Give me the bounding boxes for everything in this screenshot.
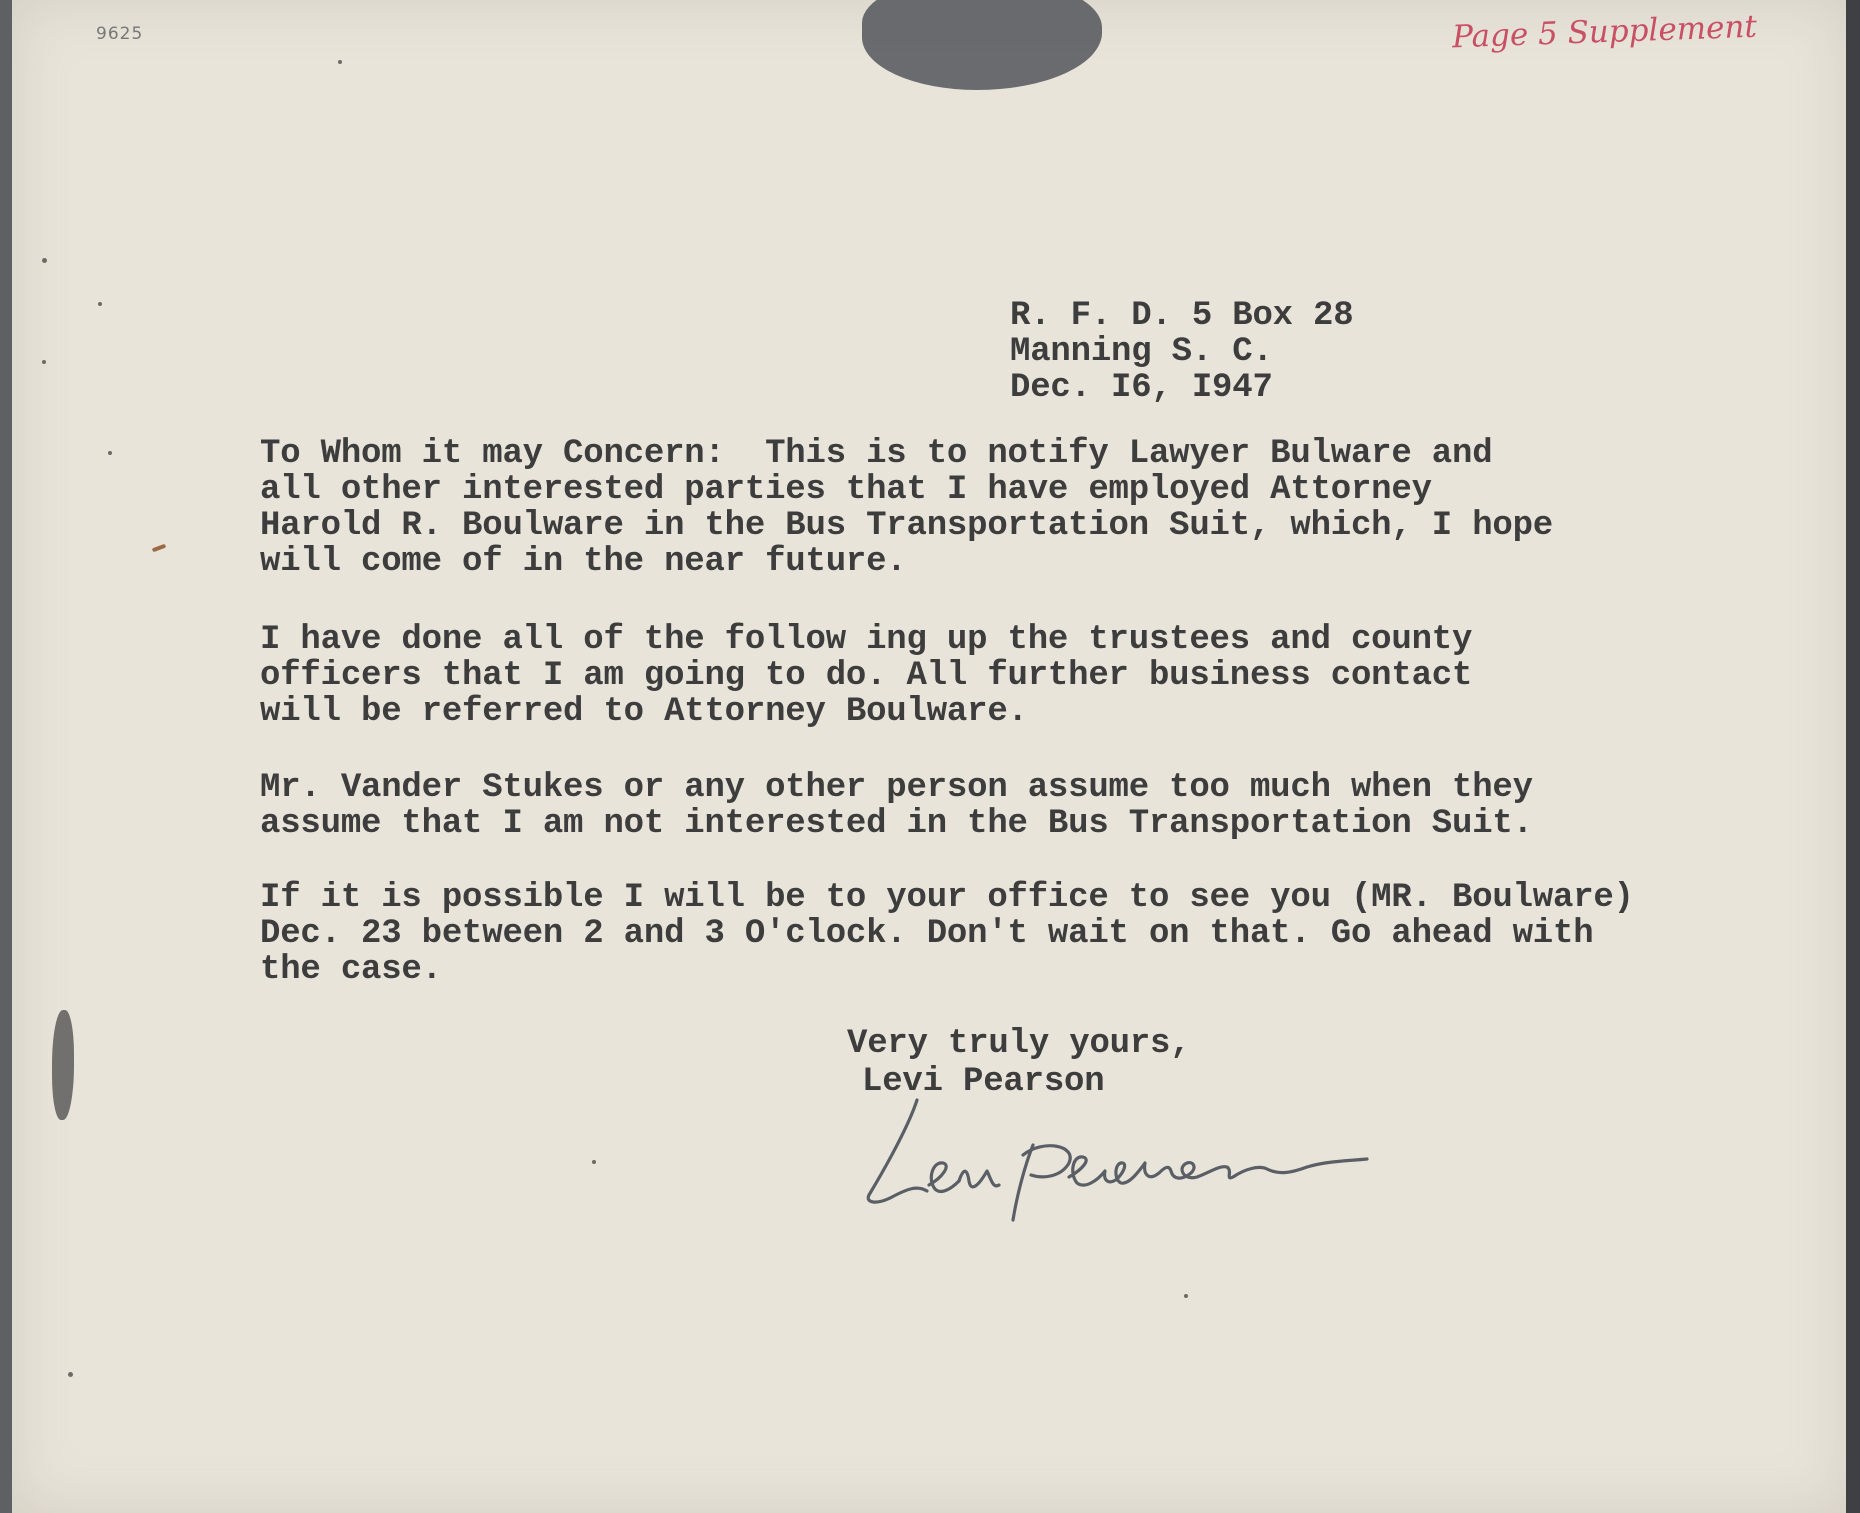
typed-signer-name: Levi Pearson xyxy=(862,1063,1105,1101)
paragraph-4-line-2: Dec. 23 between 2 and 3 O'clock. Don't wait on that. Go ahead with xyxy=(260,915,1594,953)
pencil-archive-number: 9625 xyxy=(96,24,144,44)
letter-page xyxy=(12,0,1848,1513)
paper-speck xyxy=(42,360,46,364)
paper-speck xyxy=(592,1160,596,1164)
paragraph-1-line-3: Harold R. Boulware in the Bus Transportation Suit, which, I hope xyxy=(260,507,1554,545)
paragraph-4-line-3: the case. xyxy=(260,951,442,989)
paragraph-1-line-2: all other interested parties that I have employed Attorney xyxy=(260,471,1432,509)
paragraph-2-line-2: officers that I am going to do. All further business contact xyxy=(260,657,1473,695)
paper-speck xyxy=(108,451,112,455)
red-pencil-page-note: Page 5 Supplement xyxy=(1451,8,1758,56)
address-line-2: Manning S. C. xyxy=(1010,333,1273,371)
paragraph-3-line-2: assume that I am not interested in the Bus Transportation Suit. xyxy=(260,805,1533,843)
scan-edge-right xyxy=(1846,0,1860,1513)
paragraph-1-line-1: To Whom it may Concern: This is to notify Lawyer Bulware and xyxy=(260,435,1493,473)
paper-speck xyxy=(1184,1294,1188,1298)
paragraph-1 xyxy=(260,436,1553,580)
ink-blot-stain xyxy=(862,0,1102,90)
complimentary-close: Very truly yours, xyxy=(847,1025,1191,1063)
paragraph-2 xyxy=(260,622,1472,730)
ink-smear-left-margin xyxy=(52,1010,74,1120)
paragraph-3 xyxy=(260,770,1533,842)
paper-speck xyxy=(68,1372,73,1377)
paper-speck xyxy=(152,544,167,553)
address-line-1: R. F. D. 5 Box 28 xyxy=(1010,297,1354,335)
handwritten-signature xyxy=(847,1085,1477,1230)
paragraph-2-line-1: I have done all of the follow ing up the trustees and county xyxy=(260,621,1473,659)
paragraph-1-line-4: will come of in the near future. xyxy=(260,543,907,581)
sender-address-block xyxy=(1010,298,1353,406)
paper-speck xyxy=(42,258,47,263)
paragraph-4-line-1: If it is possible I will be to your office to see you (MR. Boulware) xyxy=(260,879,1634,917)
paragraph-3-line-1: Mr. Vander Stukes or any other person assume too much when they xyxy=(260,769,1533,807)
paragraph-2-line-3: will be referred to Attorney Boulware. xyxy=(260,693,1028,731)
paragraph-4 xyxy=(260,880,1634,988)
letter-date: Dec. I6, I947 xyxy=(1010,369,1273,407)
paper-speck xyxy=(338,60,342,64)
paper-speck xyxy=(98,302,102,306)
